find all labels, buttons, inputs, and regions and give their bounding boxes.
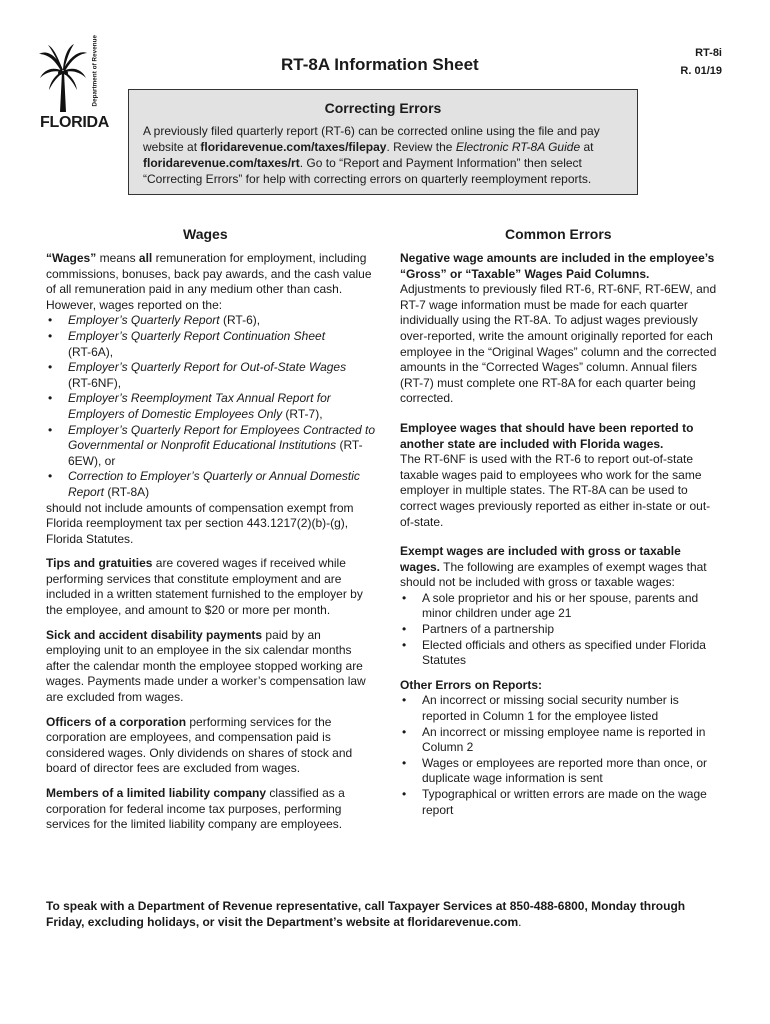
report-title: Employer’s Quarterly Report Continuation Sheet <box>68 328 326 343</box>
sick-term: Sick and accident disability payments <box>46 627 263 642</box>
wages-definition <box>46 251 376 547</box>
llc-paragraph <box>46 786 376 833</box>
revision-date: R. 01/19 <box>680 65 722 77</box>
correcting-errors-box <box>128 89 638 195</box>
intro-text-2: . Review the <box>386 140 456 154</box>
list-item <box>46 391 376 422</box>
list-item <box>46 469 376 500</box>
wages-definition-end: should not include amounts of compensation exempt from Florida reemployment tax per section 443.1217(2)(b)-(g), Florida Statutes. <box>46 500 354 546</box>
logo-agency-text: Department of Revenue <box>91 34 99 107</box>
officers-text: performing services for the corporation are employees, and compensation paid is considered wages. Only dividends on shares of stock and board of director fees are excluded from wages. <box>46 714 353 776</box>
guide-title: Electronic RT-8A Guide <box>455 140 581 154</box>
rt-link[interactable]: floridarevenue.com/taxes/rt <box>143 156 300 170</box>
list-item: • An incorrect or missing social security number is reported in Column 1 for the employee listed <box>400 693 718 724</box>
wages-definition-intro <box>46 251 376 313</box>
wages-def-text-2: remuneration for employment, including commissions, bonuses, back pay awards, and the cash value of all remuneration paid in any medium other than cash. However, wages reported on the: <box>46 251 372 312</box>
form-number: RT-8i <box>695 47 722 59</box>
negative-wages-term: Negative wage amounts are included in the employee’s “Gross” or “Taxable” Wages Paid Columns. <box>400 251 715 281</box>
report-code: (RT-6), <box>219 313 261 328</box>
page-title: RT-8A Information Sheet <box>281 55 479 74</box>
correcting-errors-heading: Correcting Errors <box>324 100 442 116</box>
form-identifier <box>680 44 722 80</box>
footer-text: To speak with a Department of Revenue representative, call Taxpayer Services at 850-488-6800, Monday through Friday, excluding holidays, or visit the Department’s website at floridarevenue.com <box>46 899 686 929</box>
other-errors-heading <box>400 678 718 694</box>
list-item: • A sole proprietor and his or her spouse, parents and minor children under age 21 <box>400 591 718 622</box>
filepay-link[interactable]: floridarevenue.com/taxes/filepay <box>200 140 387 154</box>
negative-wages-text: Adjustments to previously filed RT-6, RT-6NF, RT-6EW, and RT-7 wage information must be made for each quarter individually using the RT-8A. To adjust wages previously over-reported, write the amount originally reported for each employee in the “Original Wages” column and the corrected amounts in the “Corrected Wages” column. Annual filers (RT-7) must complete one RT-8A for each quarter being corrected. <box>400 282 717 406</box>
report-title: Correction to Employer’s Quarterly or Annual Domestic Report <box>68 469 360 499</box>
list-item <box>46 329 376 360</box>
exempt-wages-section <box>400 544 718 669</box>
intro-text-4: . Go to “Report and Payment Information” then select “Correcting Errors” for help with correcting errors on quarterly reemployment reports. <box>143 156 592 186</box>
contact-footer <box>46 898 726 930</box>
common-errors-column <box>400 251 718 818</box>
florida-dor-logo <box>38 34 110 132</box>
list-item: • An incorrect or missing employee name is reported in Column 2 <box>400 725 718 756</box>
exempt-intro <box>400 544 718 591</box>
other-state-term: Employee wages that should have been reported to another state are included with Florida wages. <box>400 420 694 451</box>
common-errors-heading: Common Errors <box>505 226 612 242</box>
report-code: (RT-6EW), or <box>68 438 363 468</box>
footer-period: . <box>518 915 522 929</box>
list-item <box>46 313 376 329</box>
tips-text: are covered wages if received while performing services that constitute employment and are included in a written statement furnished to the employer by the employee, and amount to $20 or more per month. <box>46 556 363 618</box>
report-code: (RT-6NF), <box>68 375 122 390</box>
officers-term: Officers of a corporation <box>46 714 187 729</box>
wages-term: “Wages” <box>46 251 97 265</box>
other-errors-section <box>400 678 718 818</box>
report-title: Employer’s Reemployment Tax Annual Report for Employers of Domestic Employees Only <box>68 391 331 421</box>
report-title: Employer’s Quarterly Report <box>68 313 220 328</box>
wages-heading: Wages <box>183 226 228 242</box>
list-item <box>46 423 376 470</box>
llc-term: Members of a limited liability company <box>46 786 267 800</box>
tips-term: Tips and gratuities <box>46 556 153 571</box>
report-code: (RT-7), <box>282 406 323 421</box>
report-code: (RT-8A) <box>104 484 150 499</box>
exempt-term: Exempt wages are included with gross or taxable wages. <box>400 544 681 574</box>
exempt-text: The following are examples of exempt wages that should not be included with gross or taxable wages: <box>400 559 707 590</box>
wages-def-text-1: means <box>96 251 139 265</box>
list-item: • Wages or employees are reported more than once, or duplicate wage information is sent <box>400 756 718 787</box>
other-state-paragraph <box>400 421 718 530</box>
list-item: • Elected officials and others as specified under Florida Statutes <box>400 638 718 669</box>
other-state-text: The RT-6NF is used with the RT-6 to report out-of-state taxable wages paid to employees who work for the same employer in multiple states. The RT-8A can be used to correct wages previously reported as either in-state or out-of-state. <box>400 452 711 529</box>
sick-text: paid by an employing unit to an employee in the six calendar months after the calendar month the employee stopped working are wages. Payments made under a worker’s compensation law are excluded from wages. <box>46 627 366 705</box>
list-item: • Partners of a partnership <box>400 622 718 638</box>
officers-paragraph <box>46 715 376 777</box>
report-code: (RT-6A), <box>68 344 114 359</box>
negative-wages-paragraph <box>400 251 718 407</box>
logo-state-name: FLORIDA <box>40 114 110 131</box>
list-item: • Typographical or written errors are made on the wage report <box>400 787 718 818</box>
list-item <box>46 360 376 391</box>
palm-tree-icon <box>38 44 88 114</box>
report-title: Employer’s Quarterly Report for Employees Contracted to Governmental or Nonprofit Educational Institutions <box>68 422 376 453</box>
llc-text: classified as a corporation for federal income tax purposes, performing services for the limited liability company are employees. <box>46 786 345 832</box>
other-errors-title: Other Errors on Reports: <box>400 677 543 692</box>
report-title: Employer’s Quarterly Report for Out-of-State Wages <box>68 360 347 375</box>
wages-def-all: all <box>138 251 153 265</box>
intro-text-1: A previously filed quarterly report (RT-6) can be corrected online using the file and pay website at <box>143 124 600 154</box>
intro-text-3: at <box>580 140 594 154</box>
correcting-errors-text <box>143 123 623 187</box>
wages-column <box>46 251 376 842</box>
tips-paragraph <box>46 556 376 618</box>
sick-paragraph <box>46 628 376 706</box>
